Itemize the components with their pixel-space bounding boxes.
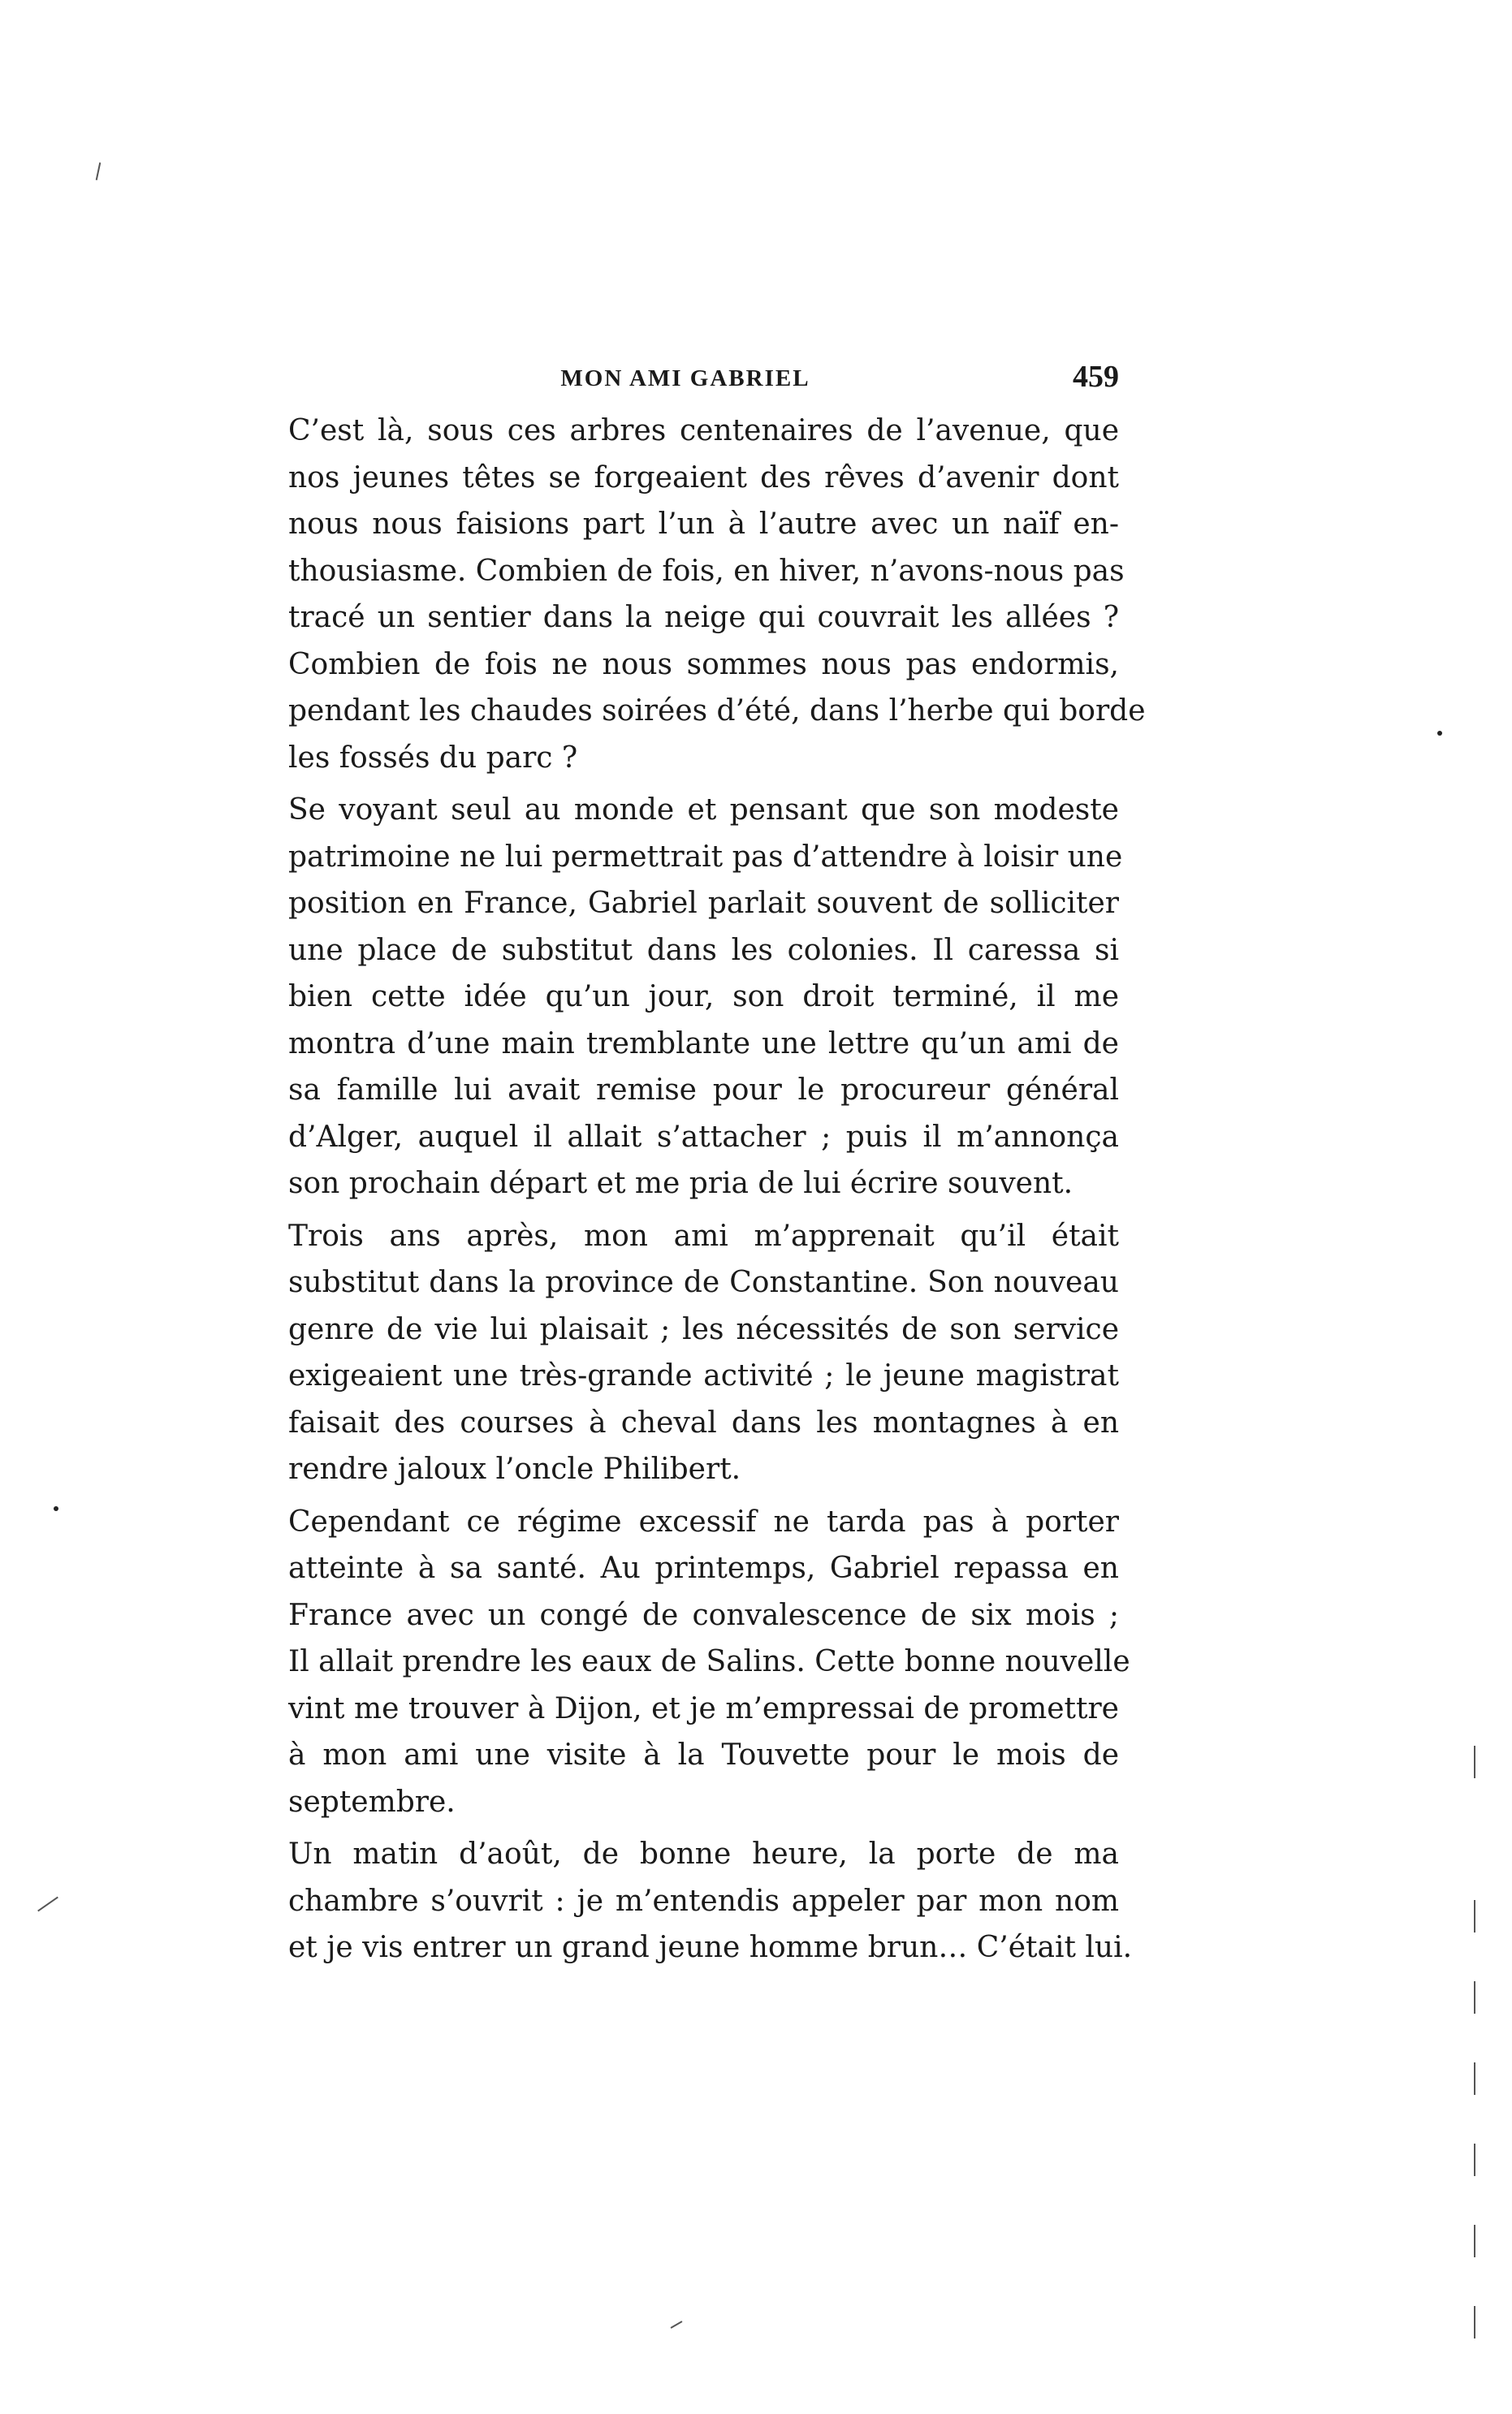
text-line: Trois ans après, mon ami m’apprenait qu’il était bbox=[288, 1219, 1119, 1253]
text-line: position en France, Gabriel parlait souvent de solliciter bbox=[288, 887, 1119, 920]
text-line: septembre. bbox=[288, 1785, 456, 1819]
text-line: patrimoine ne lui permettrait pas d’attendre à loisir une bbox=[288, 840, 1123, 874]
scan-mark bbox=[54, 1506, 58, 1511]
scan-mark bbox=[1474, 2144, 1475, 2176]
text-line: les fossés du parc ? bbox=[288, 741, 578, 775]
text-line: rendre jaloux l’oncle Philibert. bbox=[288, 1453, 741, 1486]
text-line: montra d’une main tremblante une lettre qu’un ami de bbox=[288, 1026, 1119, 1060]
text-line: C’est là, sous ces arbres centenaires de l’avenue, que bbox=[288, 414, 1119, 447]
text-line: son prochain départ et me pria de lui écrire souvent. bbox=[288, 1167, 1074, 1200]
text-line: Il allait prendre les eaux de Salins. Cette bonne nouvelle bbox=[288, 1645, 1130, 1678]
text-line: à mon ami une visite à la Touvette pour le mois de bbox=[288, 1738, 1119, 1772]
scan-mark bbox=[1474, 2062, 1475, 2095]
paragraph bbox=[252, 408, 1146, 781]
text-line: substitut dans la province de Constantine. Son nouveau bbox=[288, 1266, 1119, 1299]
scan-mark bbox=[1437, 731, 1442, 736]
text-line: Cependant ce régime excessif ne tarda pas à porter bbox=[288, 1505, 1119, 1539]
text-line: Un matin d’août, de bonne heure, la porte de ma bbox=[288, 1837, 1119, 1871]
text-line: vint me trouver à Dijon, et je m’empressai de promettre bbox=[288, 1691, 1119, 1725]
text-line: Se voyant seul au monde et pensant que son modeste bbox=[288, 793, 1119, 827]
text-line: faisait des courses à cheval dans les montagnes à en bbox=[288, 1406, 1119, 1440]
paragraph bbox=[252, 1831, 1133, 1971]
paragraph bbox=[252, 1213, 1119, 1493]
text-line: nos jeunes têtes se forgeaient des rêves d’avenir dont bbox=[288, 460, 1119, 494]
body-text bbox=[252, 408, 1146, 1977]
text-line: thousiasme. Combien de fois, en hiver, n’avons-nous pas bbox=[288, 554, 1125, 588]
text-line: genre de vie lui plaisait ; les nécessités de son service bbox=[288, 1312, 1119, 1346]
paragraph bbox=[252, 787, 1123, 1207]
paragraph bbox=[252, 1499, 1130, 1826]
scan-mark bbox=[1474, 1900, 1475, 1932]
scan-mark bbox=[96, 162, 102, 180]
text-line: atteinte à sa santé. Au printemps, Gabriel repassa en bbox=[288, 1552, 1119, 1585]
text-line: France avec un congé de convalescence de six mois ; bbox=[288, 1598, 1119, 1632]
scan-mark bbox=[1474, 2306, 1475, 2338]
text-line: exigeaient une très-grande activité ; le jeune magistrat bbox=[288, 1359, 1119, 1393]
text-line: nous nous faisions part l’un à l’autre avec un naïf en- bbox=[288, 507, 1119, 541]
scan-mark bbox=[1474, 2225, 1475, 2257]
text-line: tracé un sentier dans la neige qui couvrait les allées ? bbox=[288, 601, 1119, 634]
text-line: chambre s’ouvrit : je m’entendis appeler par mon nom bbox=[288, 1884, 1119, 1918]
text-line: pendant les chaudes soirées d’été, dans l’herbe qui borde bbox=[288, 694, 1146, 728]
text-line: une place de substitut dans les colonies. Il caressa si bbox=[288, 933, 1119, 967]
scan-mark bbox=[1474, 1981, 1475, 2014]
running-head bbox=[252, 356, 1119, 404]
text-line: bien cette idée qu’un jour, son droit terminé, il me bbox=[288, 980, 1119, 1013]
text-line: d’Alger, auquel il allait s’attacher ; puis il m’annonça bbox=[288, 1120, 1119, 1154]
running-title: MON AMI GABRIEL bbox=[560, 365, 810, 391]
scan-mark bbox=[1474, 1746, 1475, 1778]
text-line: et je vis entrer un grand jeune homme brun… C’était lui. bbox=[288, 1931, 1133, 1964]
text-line: Combien de fois ne nous sommes nous pas endormis, bbox=[288, 647, 1119, 681]
scan-mark bbox=[671, 2321, 683, 2329]
page-number: 459 bbox=[1073, 360, 1119, 394]
text-line: sa famille lui avait remise pour le procureur général bbox=[288, 1073, 1119, 1107]
scan-mark bbox=[37, 1897, 58, 1912]
